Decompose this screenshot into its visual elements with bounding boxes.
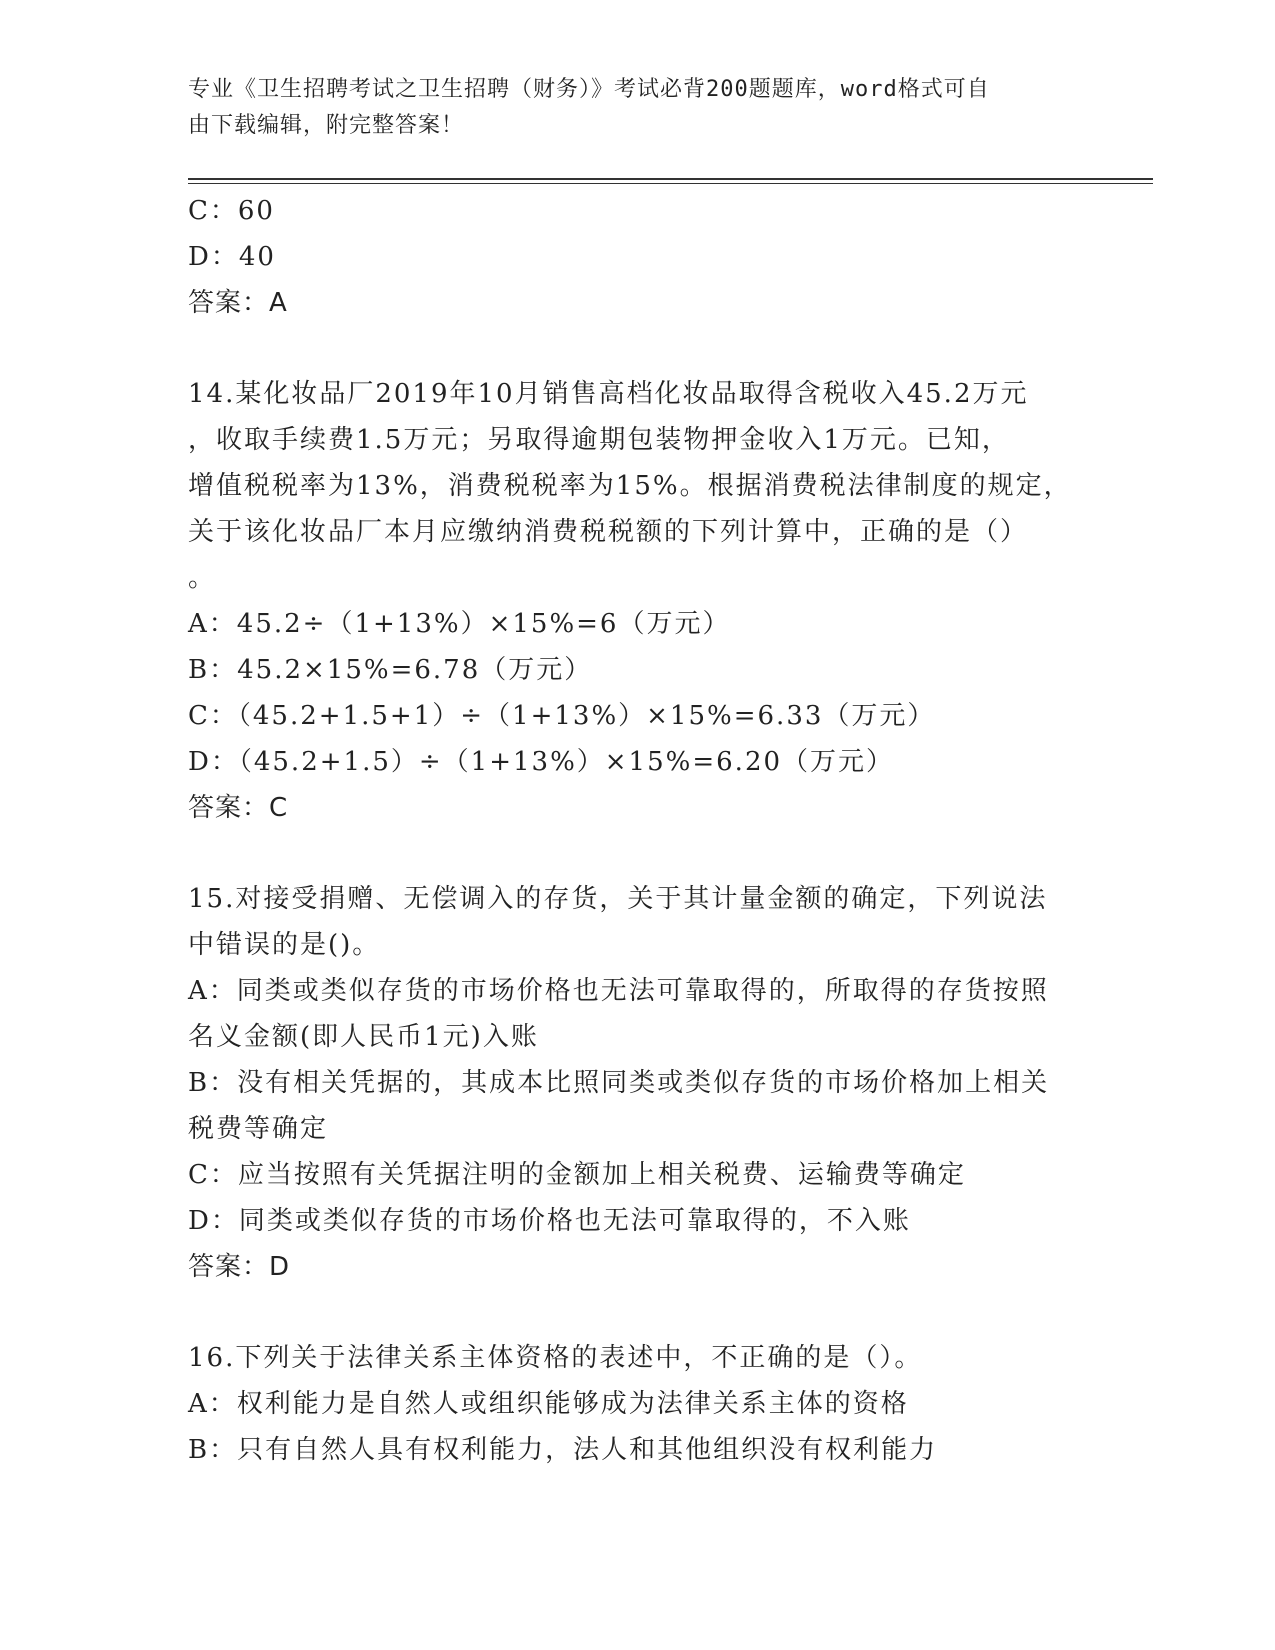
- option-b: B：只有自然人具有权利能力，法人和其他组织没有权利能力: [188, 1435, 938, 1465]
- option-c: C：应当按照有关凭据注明的金额加上相关税费、运输费等确定: [188, 1160, 966, 1190]
- question-text-line: 关于该化妆品厂本月应缴纳消费税税额的下列计算中，正确的是（）: [188, 517, 1029, 547]
- header-divider-thin: [188, 183, 1153, 184]
- option-b: B：45.2×15%=6.78（万元）: [188, 655, 593, 685]
- document-header: [188, 72, 1068, 144]
- header-line-2: 由下载编辑，附完整答案！: [188, 113, 465, 138]
- question-text-line: ，收取手续费1.5万元；另取得逾期包装物押金收入1万元。已知，: [188, 425, 1010, 455]
- question-text-line: 15.对接受捐赠、无偿调入的存货，关于其计量金额的确定，下列说法: [188, 884, 1048, 914]
- option-b: B：没有相关凭据的，其成本比照同类或类似存货的市场价格加上相关: [188, 1068, 1050, 1098]
- option-b-continued: 税费等确定: [188, 1114, 329, 1144]
- answer-line: 答案：C: [188, 793, 289, 823]
- question-block-15: [188, 876, 1088, 1290]
- answer-line: 答案：A: [188, 288, 288, 318]
- question-list: [188, 188, 1088, 1473]
- option-a-continued: 名义金额(即人民币1元)入账: [188, 1022, 539, 1052]
- option-a: A：权利能力是自然人或组织能够成为法律关系主体的资格: [188, 1389, 909, 1419]
- option-a: A：45.2÷（1+13%）×15%=6（万元）: [188, 609, 731, 639]
- question-text-line: 16.下列关于法律关系主体资格的表述中，不正确的是（）。: [188, 1343, 923, 1373]
- option-d: D：（45.2+1.5）÷（1+13%）×15%=6.20（万元）: [188, 747, 895, 777]
- block-spacer: [188, 831, 1088, 876]
- question-text-line: 。: [188, 563, 217, 593]
- question-block-14: [188, 371, 1088, 831]
- header-line-1: 专业《卫生招聘考试之卫生招聘（财务）》考试必背200题题库，word格式可自: [188, 77, 990, 102]
- block-spacer: [188, 1290, 1088, 1335]
- question-text-line: 中错误的是()。: [188, 930, 381, 960]
- option-d: D：同类或类似存货的市场价格也无法可靠取得的，不入账: [188, 1206, 911, 1236]
- question-text-line: 增值税税率为13%，消费税税率为15%。根据消费税法律制度的规定，: [188, 471, 1072, 501]
- block-spacer: [188, 326, 1088, 371]
- option-c: C：（45.2+1.5+1）÷（1+13%）×15%=6.33（万元）: [188, 701, 936, 731]
- question-block-13: [188, 188, 1088, 326]
- answer-line: 答案：D: [188, 1252, 291, 1282]
- question-text-line: 14.某化妆品厂2019年10月销售高档化妆品取得含税收入45.2万元: [188, 379, 1029, 409]
- option-c: C：60: [188, 196, 275, 226]
- option-d: D：40: [188, 242, 276, 272]
- option-a: A：同类或类似存货的市场价格也无法可靠取得的，所取得的存货按照: [188, 976, 1049, 1006]
- header-divider-thick: [188, 178, 1153, 180]
- question-block-16: [188, 1335, 1088, 1473]
